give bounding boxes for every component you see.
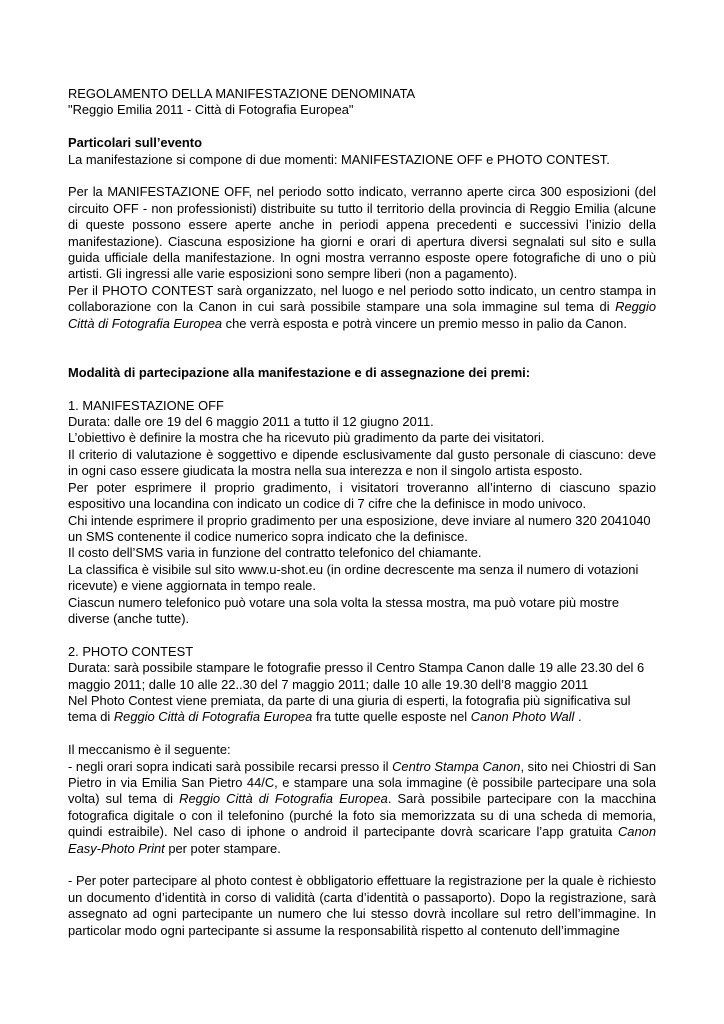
contest-paragraph [68,283,656,332]
contest-meccanismo: Il meccanismo è il seguente: [68,742,231,758]
text-run: fra tutte quelle esposte nel [312,709,471,725]
off-costo: Il costo dell’SMS varia in funzione del contratto telefonico del chiamante. [68,545,482,561]
contest-durata: Durata: sarà possibile stampare le fotografie presso il Centro Stampa Canon dalle 19 alle 23.30 del 6 maggio 2011; dalle 10 alle 22..30 del 7 maggio 2011; dalle 10 alle 19.30 dell’8 maggio 2011 [68,660,645,692]
contest-heading: 2. PHOTO CONTEST [68,643,194,659]
particolari-intro: La manifestazione si compone di due momenti: MANIFESTAZIONE OFF e PHOTO CONTEST. [68,151,610,167]
document-title-line1: REGOLAMENTO DELLA MANIFESTAZIONE DENOMINATA [68,86,416,101]
text-run: Nel Photo Contest viene premiata, da parte di una giuria di esperti, la fotografia più significativa sul tema di [68,692,631,725]
off-heading: 1. MANIFESTAZIONE OFF [68,397,224,413]
text-run: - negli orari sopra indicati sarà possibile recarsi presso il [68,758,393,774]
italic-run: Reggio Città di Fotografia Europea [179,791,388,807]
italic-run: Canon Photo Wall [470,709,575,725]
off-sms: Chi intende esprimere il proprio gradimento per una esposizione, deve inviare al numero 320 2041040 un SMS contenente il codice numerico sopra indicato che la definisce. [68,512,651,544]
section-heading-modalita: Modalità di partecipazione alla manifestazione e di assegnazione dei premi: [68,364,531,380]
contest-mechanism-item-1 [68,759,656,857]
text-run: . [574,709,582,725]
contest-mechanism-item-2: - Per poter partecipare al photo contest è obbligatorio effettuare la registrazione per la quale è richiesto un documento d’identità in corso di validità (carta d’identità o passaporto). Dopo la registrazione, sarà assegnato ad ogni partecipante un numero che lui stesso dovrà incollare sul retro dell’immagine. In particolar modo ogni partecipante si assume la responsabilità rispetto al contenuto dell’immagine [68,873,656,938]
text-run: che verrà esposta e potrà vincere un premio messo in palio da Canon. [222,315,627,331]
section-heading-particolari: Particolari sull’evento [68,135,202,151]
text-run: , sito nei Chiostri di San Pietro in via Emilia San Pietro 44/C, e stampare una sola immagine (è possibile partecipare una sola volta) sul tema di [68,758,656,807]
text-run: . Sarà possibile partecipare con la macchina fotografica digitale o con il telefonino (purché la foto sia memorizzata su di una scheda di memoria, quindi estraibile). Nel caso di iphone o android il partecipante dovrà scaricare l’app gratuita [68,791,656,840]
off-classifica: La classifica è visibile sul sito www.u-shot.eu (in ordine decrescente ma senza il numero di votazioni ricevute) e viene aggiornata in tempo reale. [68,561,639,594]
document-title-line2: "Reggio Emilia 2011 - Città di Fotografia Europea" [68,102,354,118]
italic-run: Centro Stampa Canon [392,758,521,774]
text-run: Per il PHOTO CONTEST sarà organizzato, nel luogo e nel periodo sotto indicato, un centro stampa in collaborazione con la Canon in cui sarà possibile stampare una sola immagine sul tema di [68,282,656,315]
off-obiettivo: L’obiettivo è definire la mostra che ha ricevuto più gradimento da parte dei visitatori. [68,430,545,446]
off-locandina: Per poter esprimere il proprio gradimento, i visitatori troveranno all’interno di ciascuno spazio espositivo una locandina con indicato un codice di 7 cifre che la definisce in modo univoco. [68,479,656,512]
italic-run: Reggio Città di Fotografia Europea [68,299,656,331]
off-durata: Durata: dalle ore 19 del 6 maggio 2011 a tutto il 12 giugno 2011. [68,414,434,430]
italic-run: Reggio Città di Fotografia Europea [113,709,313,725]
text-run: per poter stampare. [164,840,281,856]
off-voto: Ciascun numero telefonico può votare una sola volta la stessa mostra, ma può votare più mostre diverse (anche tutte). [68,594,620,626]
italic-run: Canon Easy-Photo Print [68,824,656,856]
off-paragraph: Per la MANIFESTAZIONE OFF, nel periodo sotto indicato, verranno aperte circa 300 esposizioni (del circuito OFF - non professionisti) distribuite su tutto il territorio della provincia di Reggio Emilia (alcune di queste possono essere aperte anche in periodi appena precedenti e successivi l’inizio della manifestazione). Ciascuna esposizione ha giorni e orari di apertura diversi segnalati sul sito e sulla guida ufficiale della manifestazione. In ogni mostra verranno esposte opere fotografiche di uno o più artisti. Gli ingressi alle varie esposizioni sono sempre liberi (non a pagamento). [68,184,656,282]
off-criterio: Il criterio di valutazione è soggettivo e dipende esclusivamente dal gusto personale di ciascuno: deve in ogni caso essere giudicata la mostra nella sua interezza e non il singolo artista esposto. [68,446,656,479]
contest-premiata [68,693,656,726]
